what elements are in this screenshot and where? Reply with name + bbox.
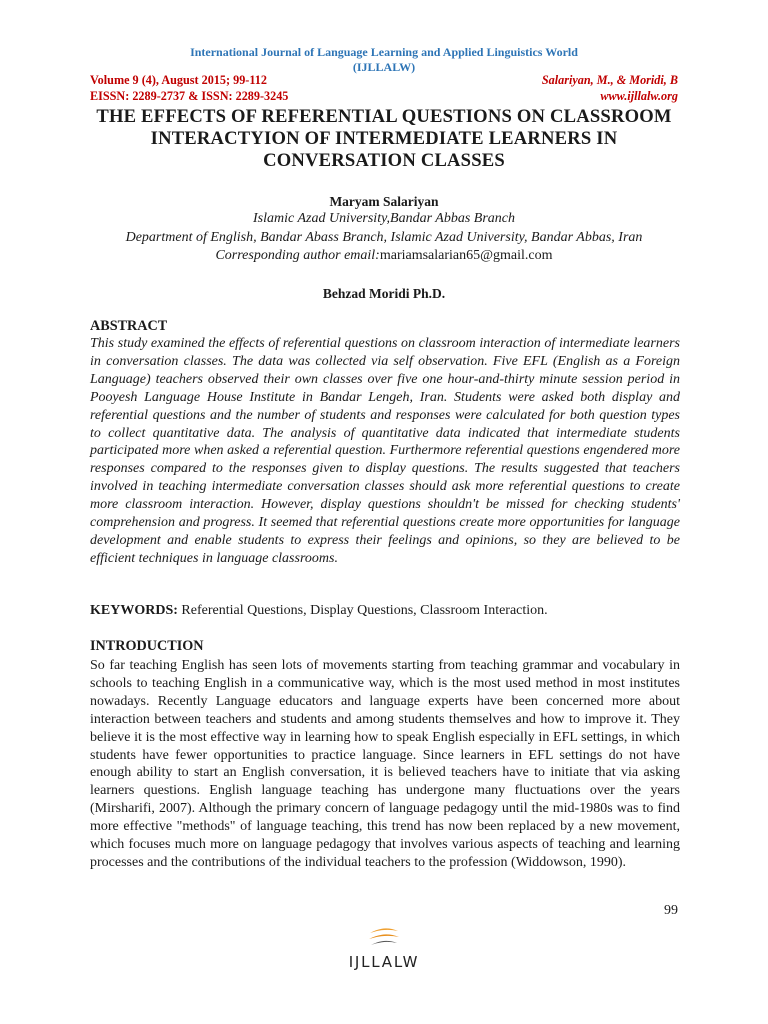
author1-name: Maryam Salariyan <box>329 194 439 209</box>
journal-abbrev: (IJLLALW) <box>352 60 416 74</box>
volume-info: Volume 9 (4), August 2015; 99-112 <box>90 73 267 87</box>
introduction-heading: INTRODUCTION <box>90 638 204 654</box>
website-link[interactable]: www.ijllalw.org <box>600 89 678 103</box>
logo-text: IJLLALW <box>348 953 420 971</box>
corresponding-label: Corresponding author email: <box>215 248 380 263</box>
paper-title: THE EFFECTS OF REFERENTIAL QUESTIONS ON CLASSROOM INTERACTYION OF INTERMEDIATE LEARNERS IN CONVERSATION CLASSES <box>96 106 672 171</box>
logo-swoosh-icon <box>366 925 402 951</box>
keywords-text: Referential Questions, Display Questions, Classroom Interaction. <box>177 603 548 618</box>
journal-name: International Journal of Language Learning and Applied Linguistics World <box>190 45 578 59</box>
corresponding-email[interactable]: mariamsalarian65@gmail.com <box>379 248 553 263</box>
keywords-label: KEYWORDS: <box>90 603 178 618</box>
issn-info: EISSN: 2289-2737 & ISSN: 2289-3245 <box>90 89 289 103</box>
abstract-text: This study examined the effects of referential questions on classroom interaction of intermediate learners in conversation classes. The data was collected via self observation. Five EFL (English as a Foreign Language) teachers observed their own classes over five one hour-and-thirty minute session period in Pooyesh Language House Institute in Bandar Lengeh, Iran. Students were asked both display and referential questions and the number of students and responses were calculated for both question types to collect quantitative data. The analysis of quantitative data indicated that intermediate students participated more when asked a referential question. Furthermore referential questions engendered more responses compared to the responses given to display questions. The results suggested that teachers involved in teaching intermediate conversation classes should ask more referential questions to create more classroom interaction. However, display questions shouldn't be missed for checking students' comprehension and progress. It seemed that referential questions create more opportunities for language development and enable students to express their feelings and opinions, so they are believed to be efficient techniques in language classrooms. <box>90 336 680 566</box>
abstract-heading: ABSTRACT <box>90 318 168 334</box>
citation-authors: Salariyan, M., & Moridi, B <box>541 73 678 87</box>
author2-name: Behzad Moridi Ph.D. <box>322 286 446 301</box>
page-number: 99 <box>664 903 678 918</box>
keywords <box>90 602 680 620</box>
journal-logo <box>334 925 434 975</box>
author1-department: Department of English, Bandar Abass Branch, Islamic Azad University, Bandar Abbas, Iran <box>125 230 643 245</box>
introduction-text: So far teaching English has seen lots of movements starting from teaching grammar and vocabulary in schools to teaching English in a communicative way, which is the most used method in most institutes nowadays. Recently Language educators and language experts have been concerned more about interaction between teachers and students and among students themselves and how to improve it. They believe it is the most effective way in learning how to speak English especially in EFL settings, in which students have fewer opportunities to practice language. Since learners in EFL settings do not have enough ability to start an English conversation, it is believed teachers have to initiate that via asking learners questions. English language teaching has undergone many fluctuations over the years (Mirsharifi, 2007). Although the primary concern of language pedagogy until the mid-1980s was to find more effective "methods" of language teaching, this trend has now been replaced by a new movement, which focuses much more on language pedagogy that involves various aspects of teaching and learning processes and the contributions of the individual teachers to the profession (Widdowson, 1990). <box>90 658 680 870</box>
corresponding-author <box>60 247 708 265</box>
author1-affiliation: Islamic Azad University,Bandar Abbas Branch <box>253 211 515 226</box>
